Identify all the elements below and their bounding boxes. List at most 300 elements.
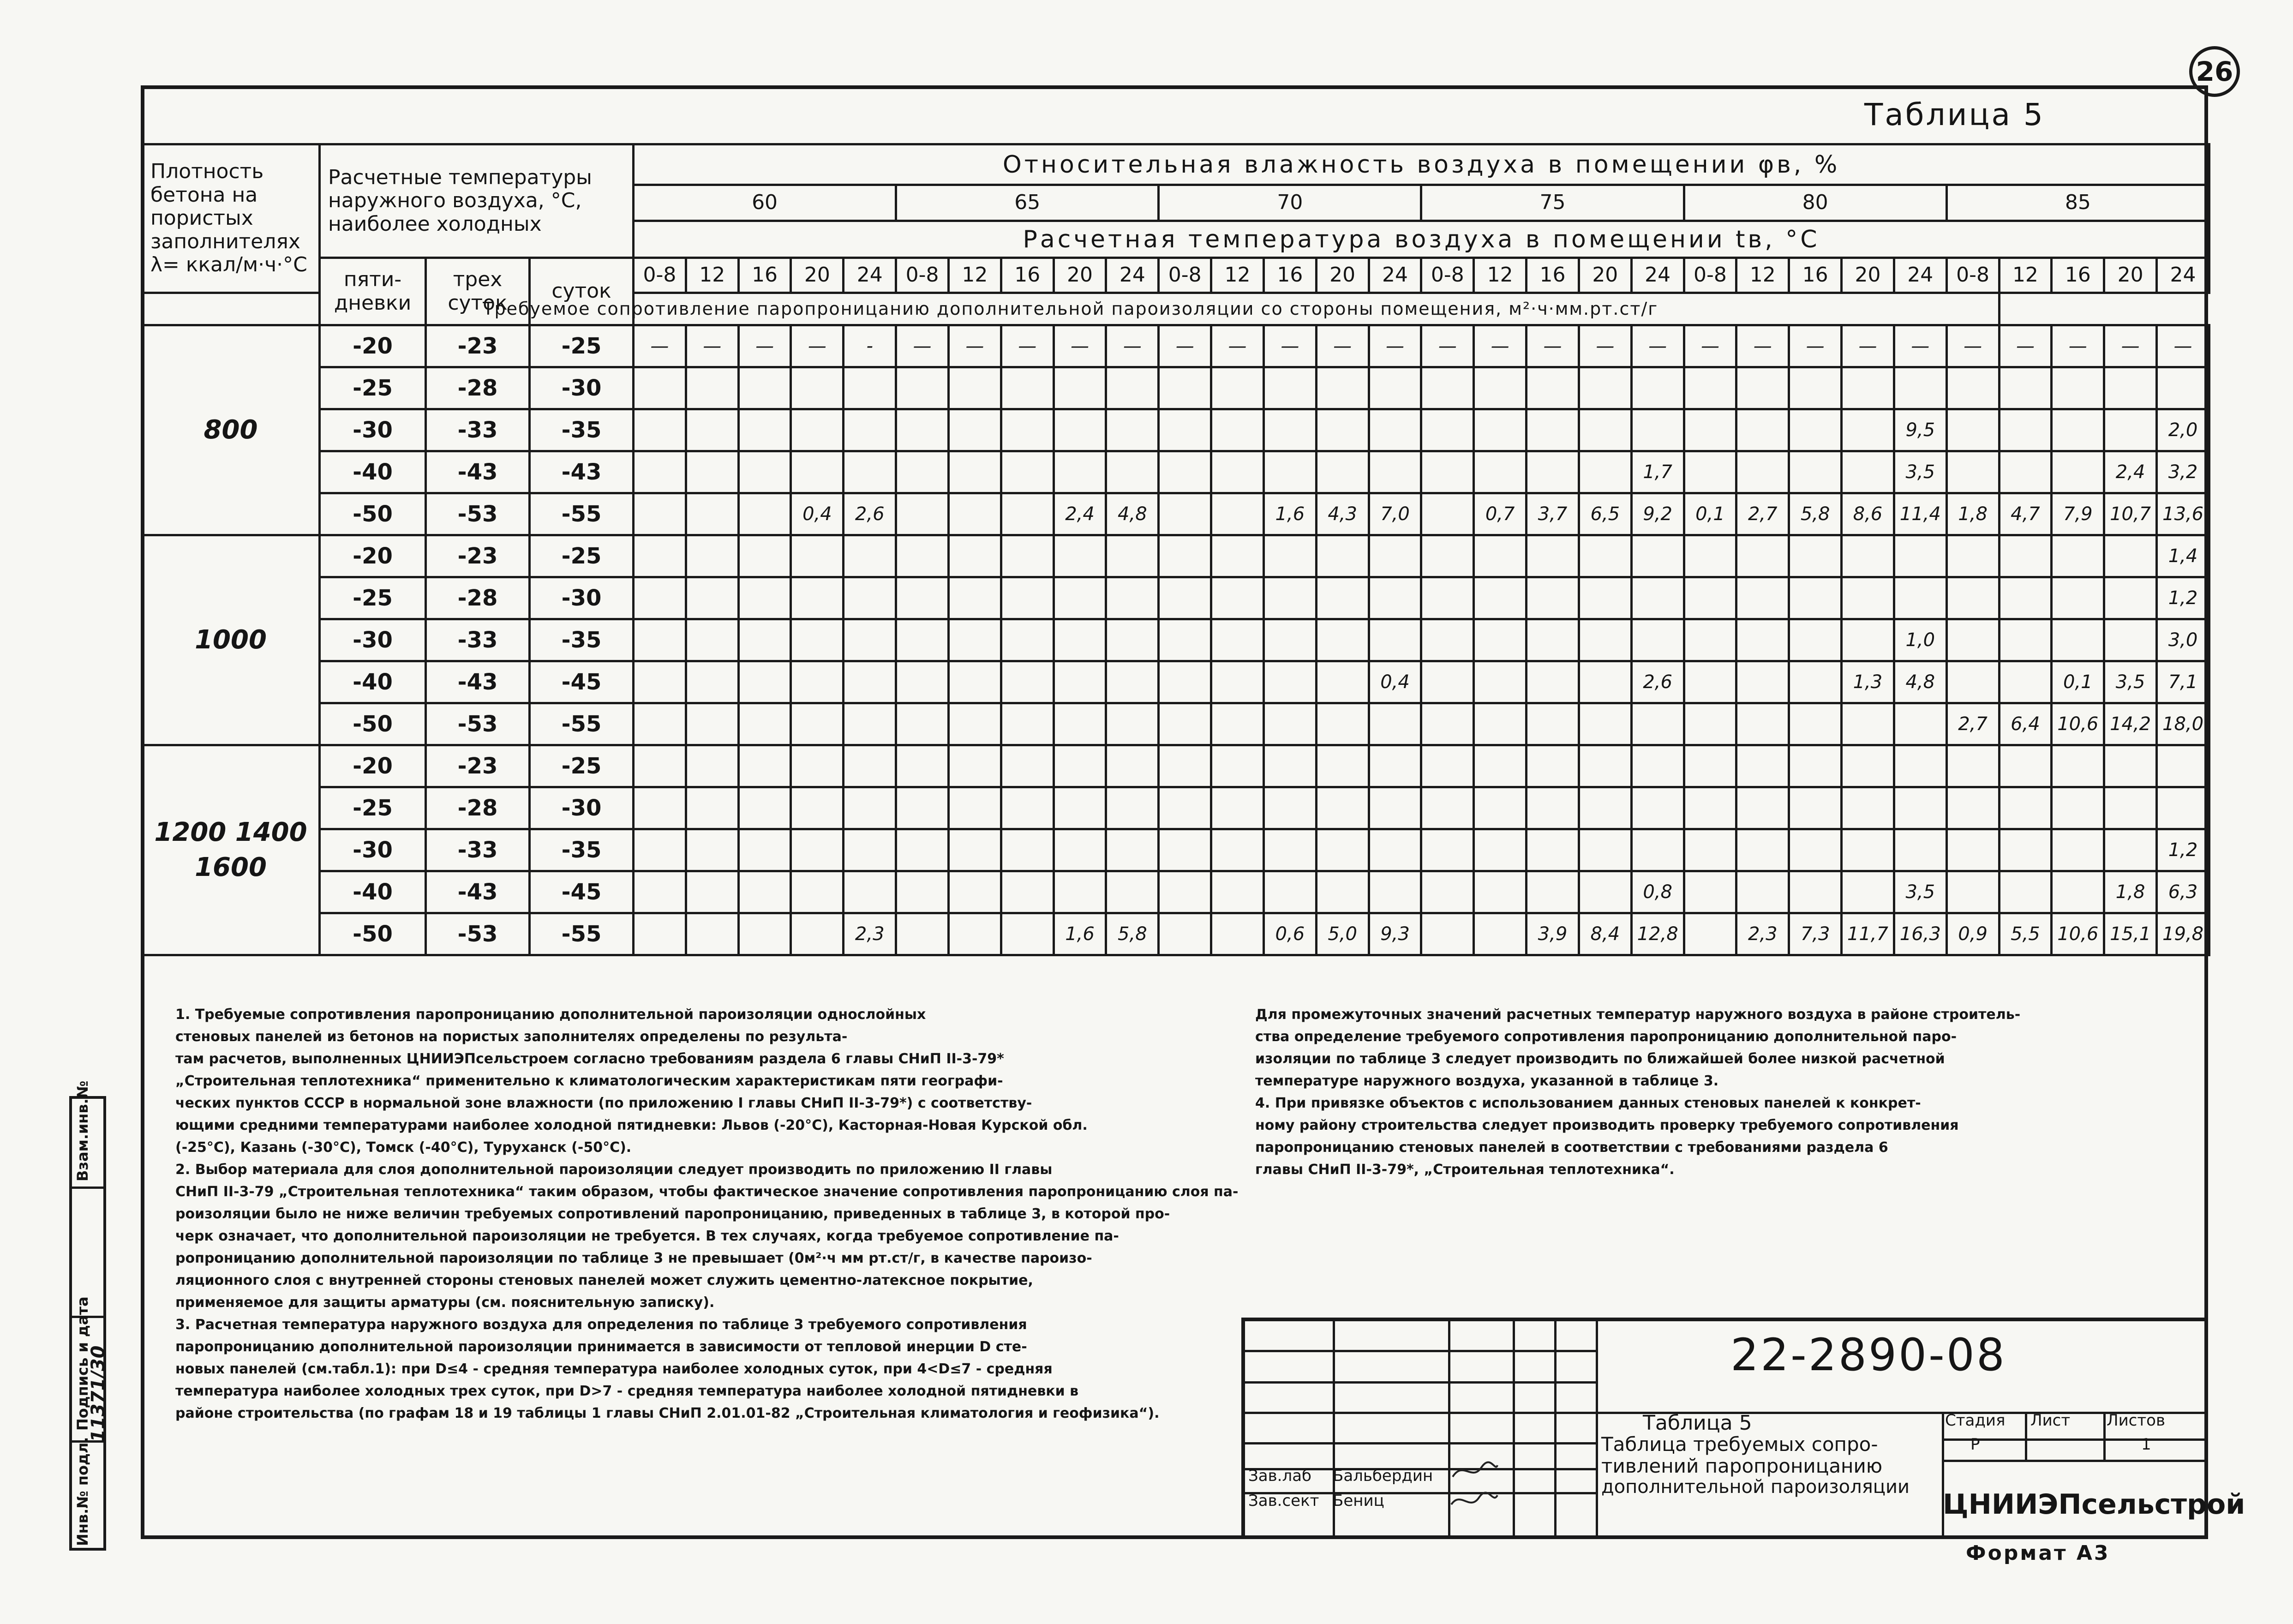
density-value: 1000 xyxy=(142,535,320,745)
resistance-cell xyxy=(1001,409,1054,451)
resistance-cell xyxy=(844,871,896,913)
indoor-temp-value: 12 xyxy=(1474,258,1527,293)
resistance-cell xyxy=(1106,535,1159,577)
resistance-cell xyxy=(948,661,1001,703)
resistance-cell xyxy=(1211,577,1264,619)
table-row xyxy=(142,745,2209,787)
resistance-cell xyxy=(1369,703,1421,745)
resistance-cell: 1,2 xyxy=(2157,577,2209,619)
resistance-cell xyxy=(1474,367,1527,409)
resistance-cell xyxy=(1474,871,1527,913)
indoor-temp-value: 0-8 xyxy=(1159,258,1211,293)
resistance-cell xyxy=(844,703,896,745)
resistance-cell: 0,4 xyxy=(791,493,844,535)
resistance-cell: — xyxy=(634,325,686,367)
outdoor-temp-cell: -30 xyxy=(530,787,634,829)
table-row xyxy=(142,493,2209,535)
resistance-cell xyxy=(2052,619,2104,661)
resistance-cell xyxy=(1421,451,1474,493)
outdoor-temp-cell: -43 xyxy=(426,451,530,493)
resistance-cell xyxy=(2104,787,2157,829)
resistance-cell xyxy=(896,871,949,913)
resistance-cell xyxy=(686,661,738,703)
outdoor-temp-cell: -45 xyxy=(530,871,634,913)
note-line: паропроницанию дополнительной пароизоляции принимается в зависимости от тепловой инерции D сте- xyxy=(175,1339,1027,1355)
resistance-cell xyxy=(738,619,791,661)
resistance-cell xyxy=(1316,703,1369,745)
resistance-cell xyxy=(1106,787,1159,829)
resistance-cell: 1,0 xyxy=(1894,619,1946,661)
resistance-cell xyxy=(1054,409,1106,451)
table-row xyxy=(142,577,2209,619)
resistance-cell xyxy=(896,409,949,451)
resistance-cell: 7,1 xyxy=(2157,661,2209,703)
resistance-cell xyxy=(1527,745,1579,787)
resistance-cell: 6,3 xyxy=(2157,871,2209,913)
resistance-cell xyxy=(634,577,686,619)
resistance-cell xyxy=(1842,829,1894,871)
resistance-cell xyxy=(1369,787,1421,829)
resistance-cell xyxy=(1579,409,1631,451)
resistance-cell: 18,0 xyxy=(2157,703,2209,745)
resistance-cell xyxy=(738,787,791,829)
humidity-value: 75 xyxy=(1421,185,1684,221)
resistance-cell: 19,8 xyxy=(2157,913,2209,955)
resistance-cell xyxy=(1106,409,1159,451)
resistance-cell xyxy=(1789,451,1842,493)
resistance-cell xyxy=(2157,367,2209,409)
resistance-cell: — xyxy=(1159,325,1211,367)
resistance-cell xyxy=(738,661,791,703)
note-line: 3. Расчетная температура наружного воздуха для определения по таблице 3 требуемого сопротивления xyxy=(175,1317,1027,1333)
outdoor-temp-cell: -40 xyxy=(320,661,426,703)
note-line: температура наиболее холодных трех суток, при D>7 - средняя температура наиболее холодной пятидневки в xyxy=(175,1383,1079,1399)
resistance-cell xyxy=(1054,577,1106,619)
resistance-cell xyxy=(1684,577,1736,619)
resistance-cell xyxy=(1527,829,1579,871)
resistance-cell xyxy=(1211,493,1264,535)
humidity-value: 85 xyxy=(1946,185,2209,221)
outdoor-temp-cell: -23 xyxy=(426,325,530,367)
resistance-cell: 4,7 xyxy=(1999,493,2052,535)
outdoor-temp-cell: -25 xyxy=(530,325,634,367)
resistance-cell xyxy=(1001,871,1054,913)
resistance-header: Требуемое сопротивление паропроницанию дополнительной пароизоляции со стороны помещения, м²·ч·мм.рт.ст/г xyxy=(142,293,2000,325)
outdoor-temp-cell: -53 xyxy=(426,913,530,955)
resistance-cell xyxy=(1159,703,1211,745)
resistance-cell xyxy=(634,661,686,703)
outdoor-temp-cell: -35 xyxy=(530,619,634,661)
resistance-cell xyxy=(1001,577,1054,619)
resistance-cell xyxy=(1946,829,1999,871)
replace-inv-label: Взам.инв.№ xyxy=(74,1080,91,1181)
resistance-cell xyxy=(791,661,844,703)
resistance-cell xyxy=(2104,367,2157,409)
outdoor-temp-cell: -43 xyxy=(530,451,634,493)
note-line: ства определение требуемого сопротивления паропроницанию дополнительной паро- xyxy=(1255,1029,1957,1045)
resistance-cell xyxy=(1946,745,1999,787)
resistance-cell xyxy=(948,451,1001,493)
outdoor-temp-cell: -40 xyxy=(320,451,426,493)
resistance-cell: — xyxy=(1579,325,1631,367)
resistance-cell xyxy=(1789,787,1842,829)
resistance-cell xyxy=(1211,787,1264,829)
resistance-cell xyxy=(1579,829,1631,871)
resistance-cell xyxy=(1999,745,2052,787)
resistance-cell xyxy=(1421,493,1474,535)
resistance-cell: 9,2 xyxy=(1631,493,1684,535)
outdoor-temp-cell: -25 xyxy=(530,745,634,787)
resistance-cell xyxy=(1736,871,1789,913)
resistance-cell xyxy=(1894,745,1946,787)
resistance-cell xyxy=(1842,577,1894,619)
resistance-cell xyxy=(1106,829,1159,871)
resistance-cell: 2,0 xyxy=(2157,409,2209,451)
outdoor-temp-cell: -28 xyxy=(426,787,530,829)
indoor-temp-value: 16 xyxy=(1001,258,1054,293)
resistance-cell xyxy=(1894,367,1946,409)
resistance-cell xyxy=(1527,451,1579,493)
resistance-cell xyxy=(1789,829,1842,871)
resistance-cell xyxy=(1054,619,1106,661)
resistance-cell xyxy=(1369,871,1421,913)
resistance-cell: 0,4 xyxy=(1369,661,1421,703)
outdoor-temp-cell: -55 xyxy=(530,493,634,535)
density-header: Плотность бетона на пористых заполнителях λ= ккал/м·ч·°С xyxy=(142,144,320,293)
note-line: стеновых панелей из бетонов на пористых заполнителях определены по результа- xyxy=(175,1029,848,1045)
resistance-cell xyxy=(738,493,791,535)
resistance-cell xyxy=(791,787,844,829)
resistance-cell xyxy=(1527,871,1579,913)
indoor-temp-value: 0-8 xyxy=(896,258,949,293)
resistance-cell xyxy=(1736,787,1789,829)
resistance-cell: 6,5 xyxy=(1579,493,1631,535)
table-row xyxy=(142,913,2209,955)
resistance-cell: — xyxy=(1421,325,1474,367)
resistance-cell xyxy=(2052,871,2104,913)
resistance-cell xyxy=(1842,619,1894,661)
resistance-cell xyxy=(1263,367,1316,409)
table-row xyxy=(142,871,2209,913)
resistance-cell xyxy=(1736,703,1789,745)
resistance-cell xyxy=(1527,703,1579,745)
resistance-cell: 9,3 xyxy=(1369,913,1421,955)
resistance-cell xyxy=(1054,451,1106,493)
indoor-temp-value: 20 xyxy=(1842,258,1894,293)
resistance-cell: 7,0 xyxy=(1369,493,1421,535)
resistance-cell xyxy=(1054,829,1106,871)
outdoor-temp-cell: -30 xyxy=(530,367,634,409)
outdoor-temp-cell: -45 xyxy=(530,661,634,703)
resistance-cell xyxy=(1946,787,1999,829)
resistance-cell: 4,3 xyxy=(1316,493,1369,535)
resistance-cell xyxy=(1579,451,1631,493)
resistance-cell xyxy=(1369,367,1421,409)
indoor-temp-value: 20 xyxy=(1054,258,1106,293)
table-row xyxy=(142,409,2209,451)
resistance-cell xyxy=(738,703,791,745)
resistance-cell xyxy=(1001,451,1054,493)
resistance-cell xyxy=(2052,535,2104,577)
resistance-cell xyxy=(686,619,738,661)
resistance-cell xyxy=(1159,451,1211,493)
resistance-cell xyxy=(1894,703,1946,745)
resistance-cell xyxy=(1421,535,1474,577)
resistance-cell: — xyxy=(738,325,791,367)
resistance-cell: 2,6 xyxy=(844,493,896,535)
resistance-cell xyxy=(1369,451,1421,493)
resistance-cell xyxy=(1789,745,1842,787)
resistance-cell xyxy=(896,535,949,577)
resistance-cell xyxy=(948,829,1001,871)
resistance-cell xyxy=(1894,577,1946,619)
resistance-cell xyxy=(1001,661,1054,703)
resistance-cell xyxy=(948,409,1001,451)
resistance-cell xyxy=(738,451,791,493)
note-line: ному району строительства следует производить проверку требуемого сопротивления xyxy=(1255,1117,1959,1133)
indoor-temp-value: 24 xyxy=(1894,258,1946,293)
resistance-cell xyxy=(1999,367,2052,409)
resistance-cell xyxy=(1316,535,1369,577)
name-1: Бальбердин xyxy=(1333,1467,1433,1485)
resistance-cell xyxy=(1369,577,1421,619)
resistance-cell xyxy=(738,871,791,913)
table-row xyxy=(142,367,2209,409)
resistance-cell xyxy=(1369,409,1421,451)
resistance-cell: 1,3 xyxy=(1842,661,1894,703)
resistance-cell xyxy=(948,787,1001,829)
table-row xyxy=(142,325,2209,367)
resistance-cell: 0,9 xyxy=(1946,913,1999,955)
resistance-cell xyxy=(1211,619,1264,661)
humidity-value: 60 xyxy=(634,185,896,221)
table-title: Таблица 5 xyxy=(1864,97,2045,132)
resistance-cell xyxy=(1579,787,1631,829)
resistance-cell xyxy=(2157,787,2209,829)
resistance-cell xyxy=(1369,619,1421,661)
resistance-cell xyxy=(1999,451,2052,493)
resistance-cell xyxy=(1684,829,1736,871)
stage-label: Стадия xyxy=(1945,1411,2006,1430)
resistance-cell: 1,4 xyxy=(2157,535,2209,577)
resistance-cell xyxy=(1579,367,1631,409)
note-line: температуре наружного воздуха, указанной в таблице 3. xyxy=(1255,1073,1719,1089)
resistance-cell xyxy=(791,703,844,745)
resistance-cell xyxy=(1527,535,1579,577)
resistance-cell: — xyxy=(1527,325,1579,367)
indoor-temp-value: 16 xyxy=(2052,258,2104,293)
resistance-cell xyxy=(686,535,738,577)
resistance-cell xyxy=(1474,535,1527,577)
resistance-cell xyxy=(634,703,686,745)
resistance-cell: 1,2 xyxy=(2157,829,2209,871)
resistance-cell xyxy=(1474,451,1527,493)
resistance-cell xyxy=(1263,451,1316,493)
resistance-cell xyxy=(738,829,791,871)
resistance-cell xyxy=(948,703,1001,745)
outdoor-temp-cell: -28 xyxy=(426,577,530,619)
resistance-cell xyxy=(1684,745,1736,787)
note-line: ющими средними температурами наиболее холодной пятидневки: Львов (-20°С), Касторная-Новая Курской обл. xyxy=(175,1117,1088,1133)
resistance-cell xyxy=(1159,493,1211,535)
resistance-cell xyxy=(1474,829,1527,871)
resistance-cell: 0,1 xyxy=(1684,493,1736,535)
resistance-cell xyxy=(844,787,896,829)
note-line: ропроницанию дополнительной пароизоляции по таблице 3 не превышает (0м²·ч мм рт.ст/г, в качестве пароизо- xyxy=(175,1250,1092,1266)
resistance-cell xyxy=(738,535,791,577)
outdoor-temp-cell: -28 xyxy=(426,367,530,409)
resistance-cell: 1,8 xyxy=(2104,871,2157,913)
indoor-temp-value: 20 xyxy=(1579,258,1631,293)
outdoor-temp-cell: -35 xyxy=(530,829,634,871)
resistance-cell xyxy=(1579,703,1631,745)
resistance-cell xyxy=(1736,619,1789,661)
resistance-cell xyxy=(686,829,738,871)
note-line: „Строительная теплотехника“ применительно к климатологическим характеристикам пяти географи- xyxy=(175,1073,1003,1089)
resistance-cell xyxy=(948,577,1001,619)
resistance-cell xyxy=(1263,703,1316,745)
resistance-cell xyxy=(2052,787,2104,829)
resistance-cell xyxy=(1842,703,1894,745)
resistance-cell xyxy=(1842,451,1894,493)
outdoor-temp-cell: -30 xyxy=(320,409,426,451)
note-line: черк означает, что дополнительной пароизоляции не требуется. В тех случаях, когда требуемое сопротивление па- xyxy=(175,1228,1119,1244)
note-line: роизоляции было не ниже величин требуемых сопротивлений паропроницанию, приведенных в таблице 3, в которой про- xyxy=(175,1206,1170,1222)
indoor-temp-value: 12 xyxy=(1211,258,1264,293)
indoor-temp-value: 24 xyxy=(844,258,896,293)
resistance-cell xyxy=(1263,619,1316,661)
resistance-cell xyxy=(791,367,844,409)
outdoor-temp-cell: -25 xyxy=(320,787,426,829)
outdoor-temp-cell: -30 xyxy=(320,829,426,871)
outdoor-temp-header: Расчетные температуры наружного воздуха, °С, наиболее холодных xyxy=(320,144,634,258)
resistance-cell xyxy=(686,871,738,913)
resistance-cell xyxy=(1474,703,1527,745)
resistance-cell: — xyxy=(2157,325,2209,367)
resistance-cell xyxy=(1736,745,1789,787)
indoor-temp-value: 0-8 xyxy=(1684,258,1736,293)
resistance-cell xyxy=(1421,829,1474,871)
outdoor-temp-cell: -33 xyxy=(426,829,530,871)
resistance-cell: 8,6 xyxy=(1842,493,1894,535)
resistance-cell xyxy=(1527,577,1579,619)
resistance-cell xyxy=(1579,619,1631,661)
resistance-cell xyxy=(791,535,844,577)
page-number: 26 xyxy=(2189,46,2240,97)
resistance-cell xyxy=(686,493,738,535)
resistance-cell xyxy=(634,619,686,661)
resistance-cell xyxy=(634,451,686,493)
table-row xyxy=(142,451,2209,493)
resistance-cell xyxy=(1579,745,1631,787)
resistance-cell xyxy=(896,829,949,871)
stamp-title-1: Таблица 5 xyxy=(1643,1411,1752,1435)
resistance-cell xyxy=(1421,787,1474,829)
resistance-cell: — xyxy=(948,325,1001,367)
indoor-temp-value: 16 xyxy=(738,258,791,293)
resistance-cell xyxy=(1474,409,1527,451)
resistance-cell xyxy=(1316,661,1369,703)
resistance-cell xyxy=(1106,619,1159,661)
table-row xyxy=(142,787,2209,829)
resistance-cell xyxy=(1527,409,1579,451)
resistance-cell: 2,6 xyxy=(1631,661,1684,703)
resistance-cell: 1,7 xyxy=(1631,451,1684,493)
density-value: 800 xyxy=(142,325,320,535)
resistance-cell xyxy=(844,409,896,451)
organization-name: ЦНИИЭПсельстрой xyxy=(1943,1488,2245,1521)
resistance-cell xyxy=(1736,409,1789,451)
resistance-cell xyxy=(1316,451,1369,493)
indoor-temp-value: 20 xyxy=(791,258,844,293)
resistance-cell xyxy=(1946,409,1999,451)
resistance-cell xyxy=(844,745,896,787)
outdoor-temp-cell: -50 xyxy=(320,493,426,535)
resistance-cell xyxy=(1054,787,1106,829)
resistance-cell xyxy=(1579,871,1631,913)
resistance-cell xyxy=(896,913,949,955)
resistance-cell xyxy=(1999,577,2052,619)
resistance-cell xyxy=(2104,577,2157,619)
resistance-cell xyxy=(1894,829,1946,871)
density-value: 1200 1400 1600 xyxy=(142,745,320,955)
indoor-temp-value: 12 xyxy=(1999,258,2052,293)
resistance-cell: — xyxy=(1263,325,1316,367)
resistance-cell: 3,9 xyxy=(1527,913,1579,955)
resistance-cell xyxy=(1001,829,1054,871)
note-line: там расчетов, выполненных ЦНИИЭПсельстроем согласно требованиям раздела 6 главы СНиП II-3-79* xyxy=(175,1051,1004,1067)
resistance-cell xyxy=(1106,451,1159,493)
resistance-cell xyxy=(1263,745,1316,787)
resistance-cell xyxy=(2052,367,2104,409)
resistance-cell: 4,8 xyxy=(1894,661,1946,703)
resistance-cell xyxy=(1001,703,1054,745)
resistance-cell xyxy=(1999,619,2052,661)
outdoor-temp-cell: -35 xyxy=(530,409,634,451)
resistance-cell xyxy=(1789,871,1842,913)
resistance-cell xyxy=(896,367,949,409)
sheets-value: 1 xyxy=(2141,1435,2151,1454)
resistance-cell xyxy=(1106,703,1159,745)
resistance-cell: 0,1 xyxy=(2052,661,2104,703)
indoor-temp-value: 12 xyxy=(948,258,1001,293)
resistance-cell: 3,2 xyxy=(2157,451,2209,493)
resistance-cell xyxy=(1631,535,1684,577)
resistance-cell xyxy=(1211,913,1264,955)
resistance-cell xyxy=(1211,451,1264,493)
resistance-cell xyxy=(1684,619,1736,661)
resistance-cell xyxy=(634,829,686,871)
resistance-cell xyxy=(1054,745,1106,787)
resistance-cell: 1,6 xyxy=(1263,493,1316,535)
table-row xyxy=(142,619,2209,661)
resistance-cell: — xyxy=(1999,325,2052,367)
resistance-cell xyxy=(1684,787,1736,829)
resistance-cell xyxy=(1211,409,1264,451)
resistance-cell xyxy=(1316,829,1369,871)
resistance-cell xyxy=(1474,577,1527,619)
resistance-cell: 2,4 xyxy=(2104,451,2157,493)
resistance-cell xyxy=(1474,913,1527,955)
resistance-cell xyxy=(1684,661,1736,703)
note-line: 2. Выбор материала для слоя дополнительной пароизоляции следует производить по приложению II главы xyxy=(175,1162,1053,1178)
resistance-cell: 7,9 xyxy=(2052,493,2104,535)
resistance-cell xyxy=(686,577,738,619)
resistance-cell xyxy=(1684,535,1736,577)
resistance-cell xyxy=(686,409,738,451)
resistance-cell xyxy=(844,535,896,577)
table-row xyxy=(142,661,2209,703)
